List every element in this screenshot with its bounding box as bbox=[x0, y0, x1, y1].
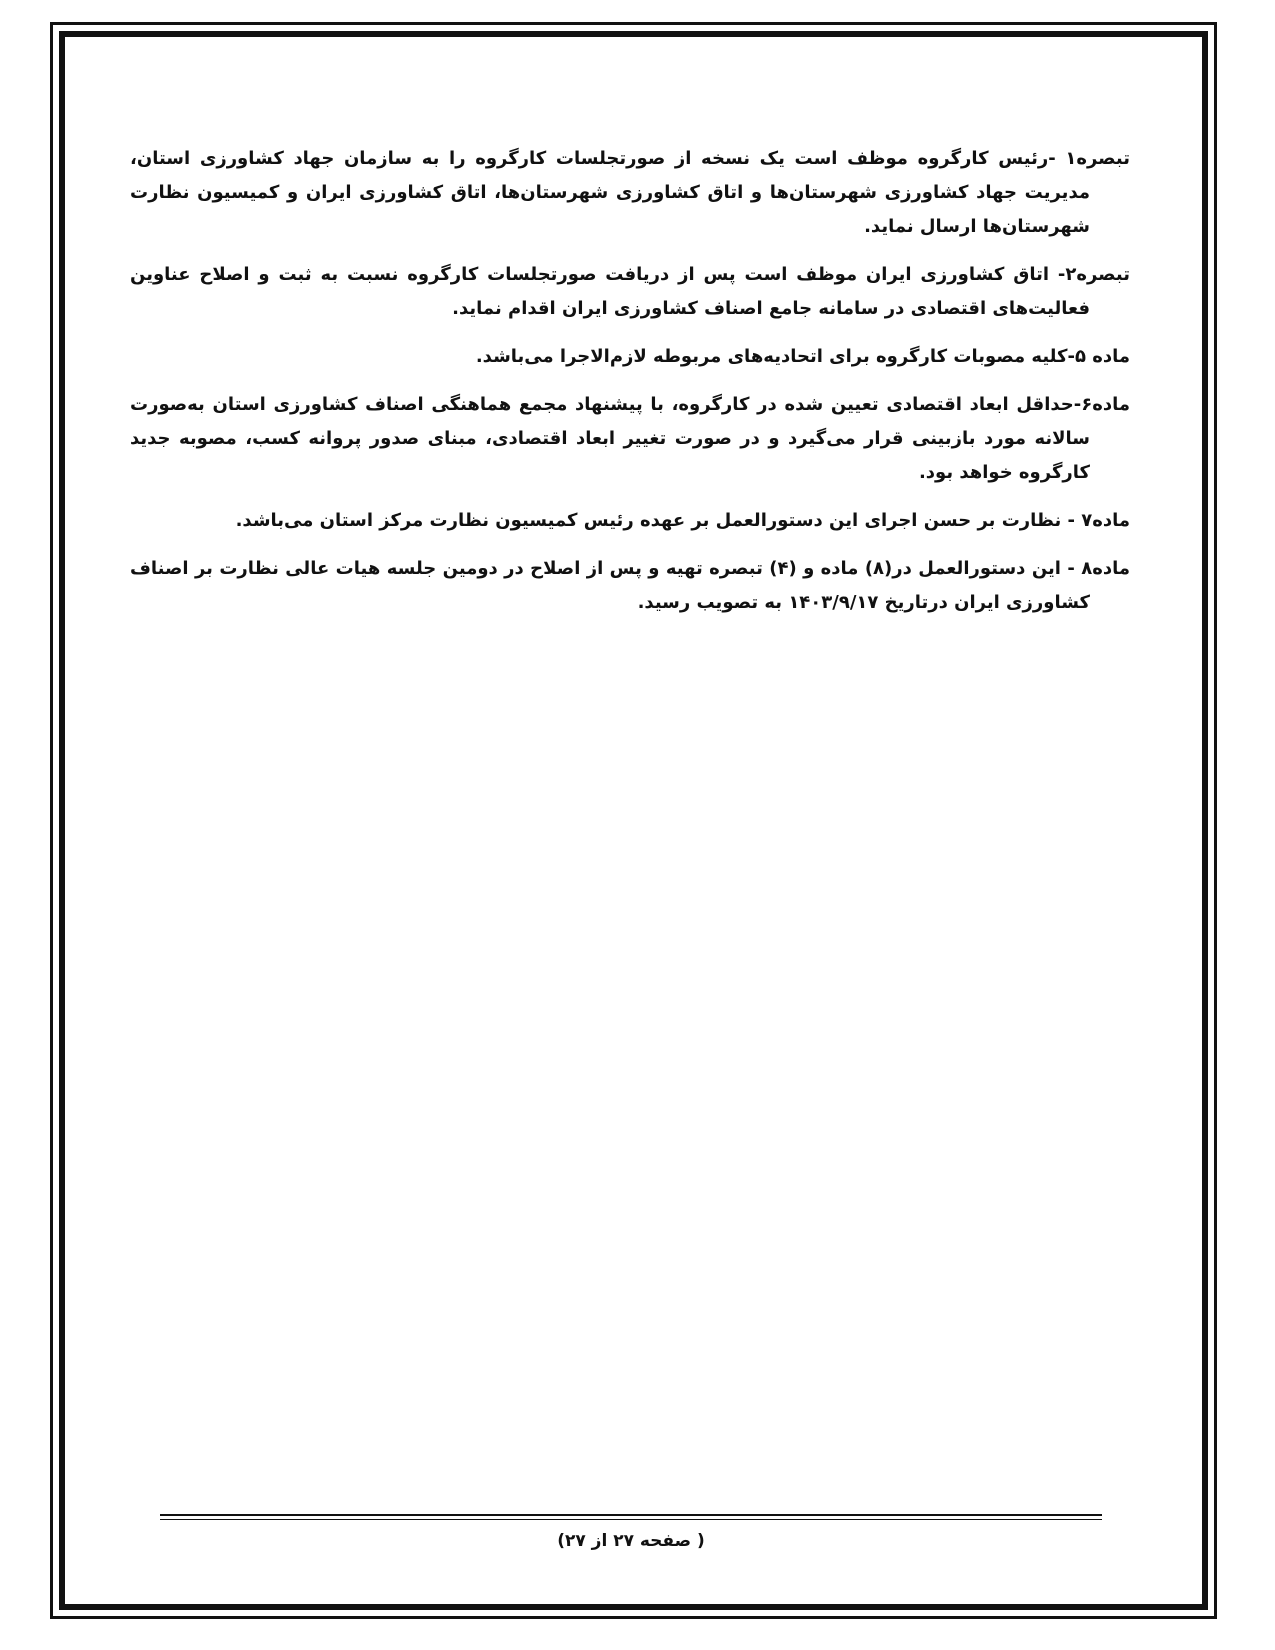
article-8-paragraph: ماده۸ - این دستورالعمل در(۸) ماده و (۴) تبصره تهیه و پس از اصلاح در دومین جلسه هیات عالی نظارت بر اصناف کشاورزی ایران درتاریخ ۱۴۰۳/۹/۱۷ به تصویب رسید. bbox=[130, 558, 1130, 613]
footer-divider bbox=[160, 1514, 1102, 1520]
note-2-paragraph: تبصره۲- اتاق کشاورزی ایران موظف است پس از دریافت صورتجلسات کارگروه نسبت به ثبت و اصلاح عناوین فعالیت‌های اقتصادی در سامانه جامع اصناف کشاورزی ایران اقدام نماید. bbox=[130, 264, 1130, 319]
article-5-paragraph: ماده ۵-کلیه مصوبات کارگروه برای اتحادیه‌های مربوطه لازم‌الاجرا می‌باشد. bbox=[475, 346, 1130, 367]
article-7-paragraph: ماده۷ - نظارت بر حسن اجرای این دستورالعمل بر عهده رئیس کمیسیون نظارت مرکز استان می‌باشد. bbox=[235, 510, 1130, 531]
note-1-paragraph: تبصره۱ -رئیس کارگروه موظف است یک نسخه از صورتجلسات کارگروه را به سازمان جهاد کشاورزی استان، مدیریت جهاد کشاورزی شهرستان‌ها و اتاق کشاورزی شهرستان‌ها، اتاق کشاورزی ایران و کمیسیون نظارت شهرستان‌ها ارسال نماید. bbox=[130, 148, 1130, 237]
article-6-paragraph: ماده۶-حداقل ابعاد اقتصادی تعیین شده در کارگروه، با پیشنهاد مجمع هماهنگی اصناف کشاورزی استان به‌صورت سالانه مورد بازبینی قرار می‌گیرد و در صورت تغییر ابعاد اقتصادی، مبنای صدور پروانه کسب، مصوبه جدید کارگروه خواهد بود. bbox=[130, 394, 1130, 483]
document-body bbox=[130, 142, 1130, 634]
page-number: ( صفحه ۲۷ از ۲۷) bbox=[557, 1531, 705, 1551]
